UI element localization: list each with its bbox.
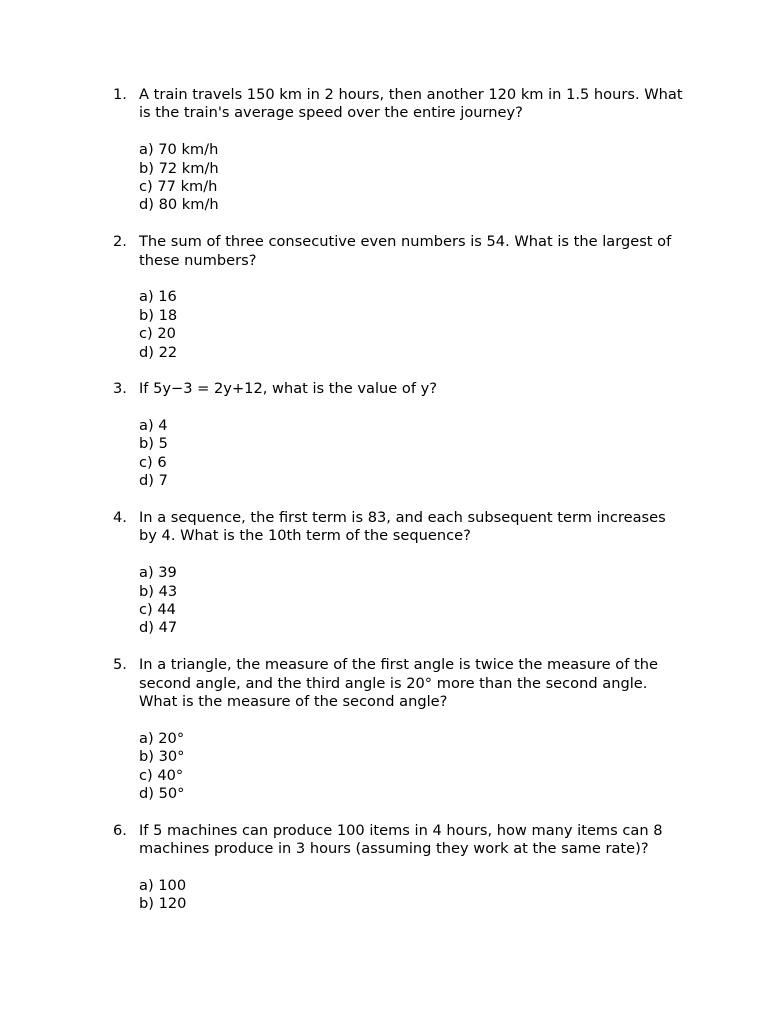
question-text: In a sequence, the first term is 83, and each subsequent term increases by 4. What is the 10th term of the sequence?	[139, 508, 666, 545]
question-2	[113, 233, 683, 362]
question-number: 6.	[113, 821, 127, 839]
answer-option: b) 30°	[139, 748, 185, 766]
question-number: 3.	[113, 380, 127, 398]
answer-option: b) 5	[139, 435, 168, 453]
question-text: The sum of three consecutive even numbers is 54. What is the largest of these numbers?	[139, 233, 672, 269]
question-5	[113, 656, 683, 803]
question-3	[113, 380, 683, 490]
answer-option: a) 70 km/h	[139, 141, 219, 159]
question-number: 1.	[113, 86, 127, 103]
question-list	[113, 86, 683, 932]
question-6	[113, 822, 683, 914]
answer-options	[139, 141, 683, 215]
question-1	[113, 86, 683, 215]
answer-option: a) 20°	[139, 729, 185, 747]
answer-option: c) 77 km/h	[139, 178, 218, 196]
question-text: If 5y−3 = 2y+12, what is the value of y?	[139, 380, 437, 398]
answer-option: a) 39	[139, 564, 177, 582]
question-text: In a triangle, the measure of the first angle is twice the measure of the second angle, and the third angle is 20° more than the second angle. What is the measure of the second angle?	[139, 656, 658, 710]
answer-option: b) 18	[139, 306, 178, 324]
answer-option: c) 6	[139, 453, 167, 471]
question-text: A train travels 150 km in 2 hours, then another 120 km in 1.5 hours. What is the train's average speed over the entire journey?	[139, 86, 683, 122]
answer-option: c) 20	[139, 325, 176, 343]
question-number: 5.	[113, 656, 127, 674]
answer-option: b) 120	[139, 895, 187, 913]
answer-option: d) 80 km/h	[139, 196, 219, 214]
answer-options	[139, 417, 683, 491]
answer-option: d) 7	[139, 472, 168, 490]
answer-options	[139, 288, 683, 362]
answer-option: a) 4	[139, 417, 168, 435]
question-4	[113, 509, 683, 638]
answer-option: d) 50°	[139, 784, 185, 802]
answer-options	[139, 564, 683, 638]
answer-option: a) 16	[139, 288, 177, 306]
answer-options	[139, 877, 683, 914]
answer-option: d) 22	[139, 343, 178, 361]
question-number: 2.	[113, 233, 127, 251]
answer-option: b) 43	[139, 582, 178, 600]
answer-option: c) 40°	[139, 766, 184, 784]
answer-options	[139, 730, 683, 804]
answer-option: c) 44	[139, 600, 176, 618]
question-number: 4.	[113, 508, 127, 526]
answer-option: a) 100	[139, 876, 187, 894]
answer-option: d) 47	[139, 619, 178, 637]
answer-option: b) 72 km/h	[139, 159, 219, 177]
question-text: If 5 machines can produce 100 items in 4 hours, how many items can 8 machines produce in 3 hours (assuming they work at the same rate)?	[139, 821, 663, 858]
